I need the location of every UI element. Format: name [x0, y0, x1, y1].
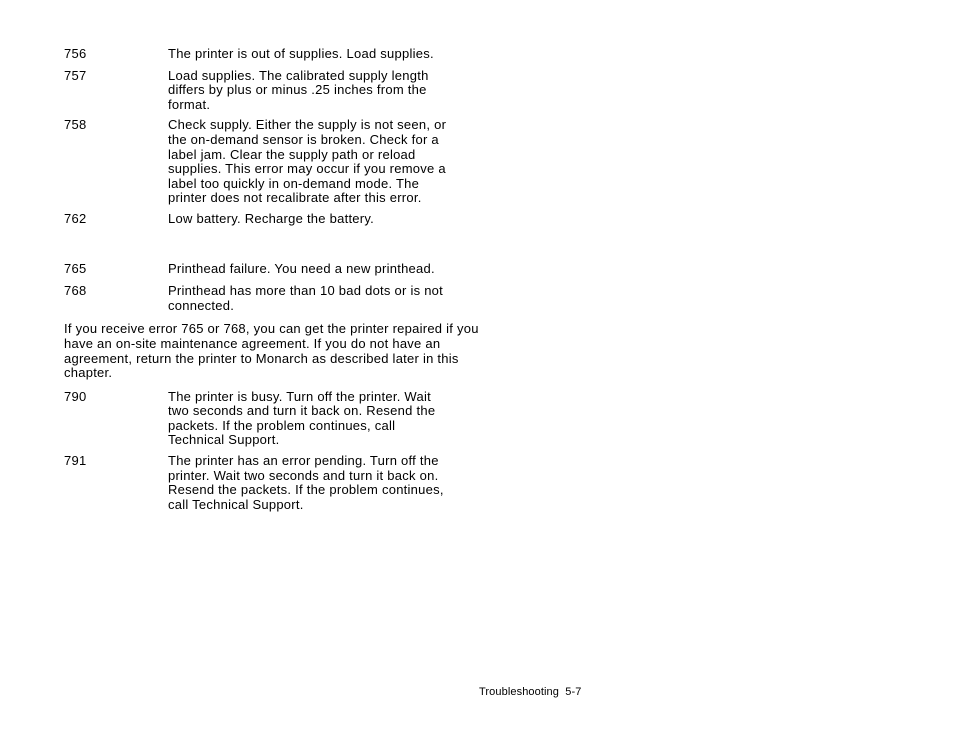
error-entry-765	[64, 262, 544, 277]
error-description: Check supply. Either the supply is not seen, or the on-demand sensor is broken. Check for a label jam. Clear the supply path or reload supplies. This error may occur if you remove a label too quickly in on-demand mode. The printer does not recalibrate after this error.	[168, 117, 447, 206]
error-entry-790	[64, 390, 544, 448]
error-description: The printer is out of supplies. Load supplies.	[168, 46, 434, 61]
error-entry-762	[64, 212, 544, 227]
error-entry-758	[64, 118, 544, 206]
error-entry-768	[64, 284, 544, 313]
error-code: 756	[64, 46, 87, 61]
error-code-list	[64, 47, 544, 512]
error-entry-791	[64, 454, 544, 512]
error-description: Printhead has more than 10 bad dots or is not connected.	[168, 283, 444, 313]
error-code: 791	[64, 453, 87, 469]
error-description: Low battery. Recharge the battery.	[168, 210, 375, 226]
error-code: 765	[64, 260, 87, 276]
error-code: 762	[64, 210, 87, 226]
error-entry-757	[64, 69, 544, 113]
page-footer: Troubleshooting 5-7	[479, 686, 582, 698]
error-code: 790	[64, 388, 87, 404]
error-description: Load supplies. The calibrated supply length differs by plus or minus .25 inches from the format.	[168, 67, 429, 112]
error-entry-756	[64, 47, 544, 62]
error-description: The printer is busy. Turn off the printer. Wait two seconds and turn it back on. Resend the packets. If the problem continues, call Technical Support.	[168, 388, 436, 448]
repair-paragraph: If you receive error 765 or 768, you can get the printer repaired if you have an on-site maintenance agreement. If you do not have an agreement, return the printer to Monarch as described later in this chapter.	[64, 321, 479, 381]
error-description: The printer has an error pending. Turn off the printer. Wait two seconds and turn it back on. Resend the packets. If the problem continues, call Technical Support.	[168, 453, 444, 512]
error-description: Printhead failure. You need a new printhead.	[168, 260, 435, 276]
error-code: 758	[64, 117, 87, 133]
error-code: 768	[64, 283, 87, 299]
error-code: 757	[64, 67, 87, 83]
